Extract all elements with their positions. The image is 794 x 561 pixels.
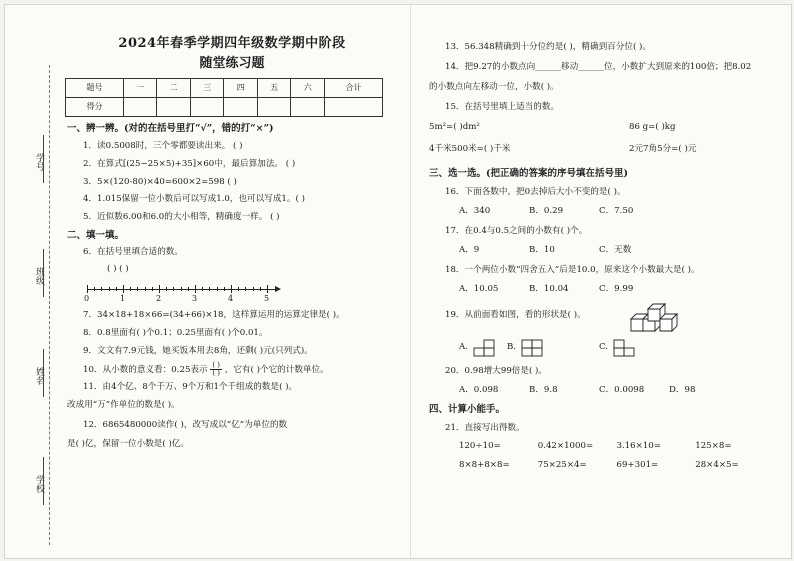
- question-14-continued: 的小数点向左移动一位，小数( )。: [429, 81, 559, 92]
- calculation-item[interactable]: 8×8+8×8=: [459, 460, 510, 471]
- exam-title: 2024年春季学期四年级数学期中阶段: [118, 36, 346, 51]
- question-19: 19．从前面看如图，看的形状是( )。: [445, 309, 586, 320]
- number-line-tick: [238, 287, 239, 291]
- name-label: 姓名: [34, 367, 44, 385]
- question-11-continued: 改成用“万”作单位的数是( )。: [67, 400, 180, 411]
- unit-blank: 86 g=( )kg: [629, 121, 676, 132]
- number-line-tick: [116, 287, 117, 291]
- score-row-label: 得分: [66, 97, 124, 116]
- option-a[interactable]: A．10.05: [459, 283, 499, 294]
- score-cell[interactable]: [123, 97, 157, 116]
- score-cell[interactable]: [157, 97, 191, 116]
- exam-subtitle: 随堂练习题: [199, 55, 265, 71]
- score-cell[interactable]: [190, 97, 224, 116]
- unit-blank: 4千米500米=( )千米: [429, 143, 511, 154]
- number-line-tick: [145, 287, 146, 291]
- question-12: 12．6865480000读作( )，改写成以“亿”为单位的数: [83, 420, 288, 431]
- question-5: 5．近似数6.00和6.0的大小相等，精确度一样。 ( ): [83, 212, 280, 223]
- calculation-item[interactable]: 125×8=: [695, 441, 732, 452]
- number-line-tick: [109, 287, 110, 291]
- arrow-right-icon: [275, 286, 281, 292]
- page-fold: [410, 5, 411, 558]
- question-16-options: [459, 207, 774, 217]
- view-c-icon: [613, 339, 635, 357]
- number-line-tick: [123, 285, 124, 293]
- student-id-field[interactable]: [43, 135, 44, 183]
- question-18-options: [459, 285, 774, 295]
- right-page: [429, 43, 774, 471]
- section-3-heading: 三、选一选。(把正确的答案的序号填在括号里): [429, 167, 628, 179]
- number-line-tick: [253, 287, 254, 291]
- question-18: 18．一个两位小数“四舍五入”后是10.0，原来这个小数最大是( )。: [445, 264, 700, 275]
- number-line-tick: [173, 287, 174, 291]
- question-10-text: 10．从小数的意义看：0.25表示: [83, 365, 208, 376]
- score-header-cell: 四: [224, 78, 258, 97]
- student-id-label: 学号: [34, 153, 44, 171]
- question-15-row-1: [429, 123, 774, 137]
- number-line: [84, 279, 277, 305]
- number-line-tick: [166, 287, 167, 291]
- number-line-tick: [202, 287, 203, 291]
- question-7: 7．34×18+18×66=(34+66)×18，这样算运用的运算定律是( )。: [83, 309, 345, 320]
- cut-line: [49, 65, 50, 545]
- question-6: 6．在括号里填合适的数。: [83, 247, 183, 258]
- option-c[interactable]: C．9.99: [599, 283, 634, 294]
- number-line-tick: [159, 285, 160, 293]
- option-b[interactable]: B．9.8: [529, 384, 558, 395]
- calculation-item[interactable]: 3.16×10=: [616, 441, 661, 452]
- question-9: 9．文文有7.9元钱，她买饭本用去8角，还剩( )元(只列式)。: [83, 345, 313, 356]
- score-header-cell: 合计: [325, 78, 383, 97]
- cube-stack-figure: [627, 301, 687, 335]
- calculation-item[interactable]: 69+301=: [616, 460, 659, 471]
- calculation-item[interactable]: 0.42×1000=: [537, 441, 594, 452]
- score-table: [65, 78, 383, 117]
- calculation-item[interactable]: 75×25×4=: [537, 460, 587, 471]
- question-15: 15．在括号里填上适当的数。: [445, 101, 560, 112]
- score-table-row: [66, 97, 383, 116]
- question-17: 17．在0.4与0.5之间的小数有( )个。: [445, 226, 588, 237]
- option-c[interactable]: C．无数: [599, 245, 632, 256]
- score-header-cell: 一: [123, 78, 157, 97]
- question-6-blanks: ( ) ( ): [107, 263, 129, 274]
- school-label: 学校: [34, 475, 44, 493]
- option-c[interactable]: C．7.50: [599, 206, 634, 217]
- score-table-header: [66, 78, 383, 97]
- number-line-label: 5: [264, 293, 270, 303]
- number-line-tick: [267, 285, 268, 293]
- number-line-tick: [209, 287, 210, 291]
- number-line-tick: [217, 287, 218, 291]
- question-14: 14．把9.27的小数点向______移动______位，小数扩大到原来的100倍；把8.02: [445, 61, 752, 72]
- score-cell[interactable]: [224, 97, 258, 116]
- exam-sheet: [4, 4, 792, 559]
- school-field[interactable]: [43, 457, 44, 505]
- question-2: 2．在算式[(25−25×5)+35]×60中，最后算加法。 ( ): [83, 158, 296, 169]
- number-line-label: 0: [84, 293, 90, 303]
- unit-blank: 2元7角5分=( )元: [629, 143, 697, 154]
- question-20-options: [459, 386, 774, 396]
- number-line-tick: [245, 287, 246, 291]
- calculation-grid: [459, 442, 774, 471]
- option-b[interactable]: B．10.04: [529, 283, 569, 294]
- calculation-item[interactable]: 120÷10=: [459, 441, 501, 452]
- question-13: 13．56.348精确到十分位约是( )，精确到百分位( )。: [445, 42, 651, 52]
- class-label: 班级: [34, 267, 44, 285]
- binding-margin: [5, 5, 63, 558]
- score-header-cell: 二: [157, 78, 191, 97]
- question-19-block: [429, 301, 774, 335]
- question-10-tail: ，它有( )个它的计数单位。: [224, 365, 329, 376]
- score-header-cell: 三: [190, 78, 224, 97]
- option-a[interactable]: A.: [459, 341, 468, 352]
- option-a[interactable]: A．340: [459, 206, 491, 217]
- number-line-tick: [188, 287, 189, 291]
- number-line-tick: [130, 287, 131, 291]
- number-line-label: 4: [228, 293, 234, 303]
- number-line-tick: [181, 287, 182, 291]
- question-16: 16．下面各数中，把0去掉后大小不变的是( )。: [445, 187, 626, 198]
- number-line-tick: [260, 287, 261, 291]
- section-1-heading: 一、辨一辨。(对的在括号里打“√”，错的打“×”): [67, 122, 274, 134]
- number-line-tick: [224, 287, 225, 291]
- option-d[interactable]: D．98: [669, 384, 696, 395]
- number-line-tick: [87, 285, 88, 293]
- number-line-label: 1: [120, 293, 126, 303]
- question-15-row-2: [429, 145, 774, 159]
- section-2-heading: 二、填一填。: [67, 230, 125, 242]
- number-line-tick: [195, 285, 196, 293]
- fraction-numerator: ( ): [212, 361, 221, 370]
- number-line-tick: [101, 287, 102, 291]
- number-line-tick: [137, 287, 138, 291]
- question-21: 21．直接写出得数。: [445, 423, 525, 434]
- option-b[interactable]: B．0.29: [529, 206, 564, 217]
- score-cell[interactable]: [257, 97, 291, 116]
- question-8: 8．0.8里面有( )个0.1；0.25里面有( )个0.01。: [83, 327, 268, 338]
- question-3: 3．5×(120-80)×40=600×2=598 ( ): [83, 176, 237, 187]
- score-cell[interactable]: [325, 97, 383, 116]
- score-cell[interactable]: [291, 97, 325, 116]
- number-line-tick: [94, 287, 95, 291]
- option-a[interactable]: A．9: [459, 245, 480, 256]
- question-12-continued: 是( )亿，保留一位小数是( )亿。: [67, 439, 189, 450]
- calculation-item[interactable]: 28×4×5=: [695, 460, 739, 471]
- option-b[interactable]: B.: [507, 341, 517, 352]
- question-11: 11．由4个亿、8个千万、9个万和1个千组成的数是( )。: [83, 382, 298, 393]
- number-line-label: 2: [156, 293, 162, 303]
- question-20: 20．0.98增大99倍是( )。: [445, 365, 548, 376]
- number-line-label: 3: [192, 293, 198, 303]
- fraction-denominator: ( ): [212, 369, 221, 378]
- left-page: [67, 37, 397, 450]
- question-10: [67, 362, 397, 377]
- option-a[interactable]: A．0.098: [459, 384, 499, 395]
- fraction-blank[interactable]: [210, 362, 222, 377]
- option-c[interactable]: C．0.0098: [599, 384, 645, 395]
- view-a-icon: [473, 339, 495, 357]
- score-header-cell: 六: [291, 78, 325, 97]
- question-17-options: [459, 246, 774, 256]
- name-field[interactable]: [43, 349, 44, 397]
- view-b-icon: [521, 339, 543, 357]
- class-field[interactable]: [43, 249, 44, 297]
- option-c[interactable]: C.: [599, 341, 609, 352]
- score-header-cell: 题号: [66, 78, 124, 97]
- question-19-options: [459, 339, 774, 359]
- number-line-tick: [231, 285, 232, 293]
- question-4: 4．1.015保留一位小数后可以写成1.0，也可以写成1。( ): [83, 194, 305, 205]
- section-4-heading: 四、计算小能手。: [429, 404, 506, 416]
- number-line-tick: [152, 287, 153, 291]
- score-header-cell: 五: [257, 78, 291, 97]
- option-b[interactable]: B．10: [529, 245, 555, 256]
- question-1: 1．读0.5008时，三个零都要读出来。 ( ): [83, 140, 243, 151]
- unit-blank: 5m²=( )dm²: [429, 121, 480, 132]
